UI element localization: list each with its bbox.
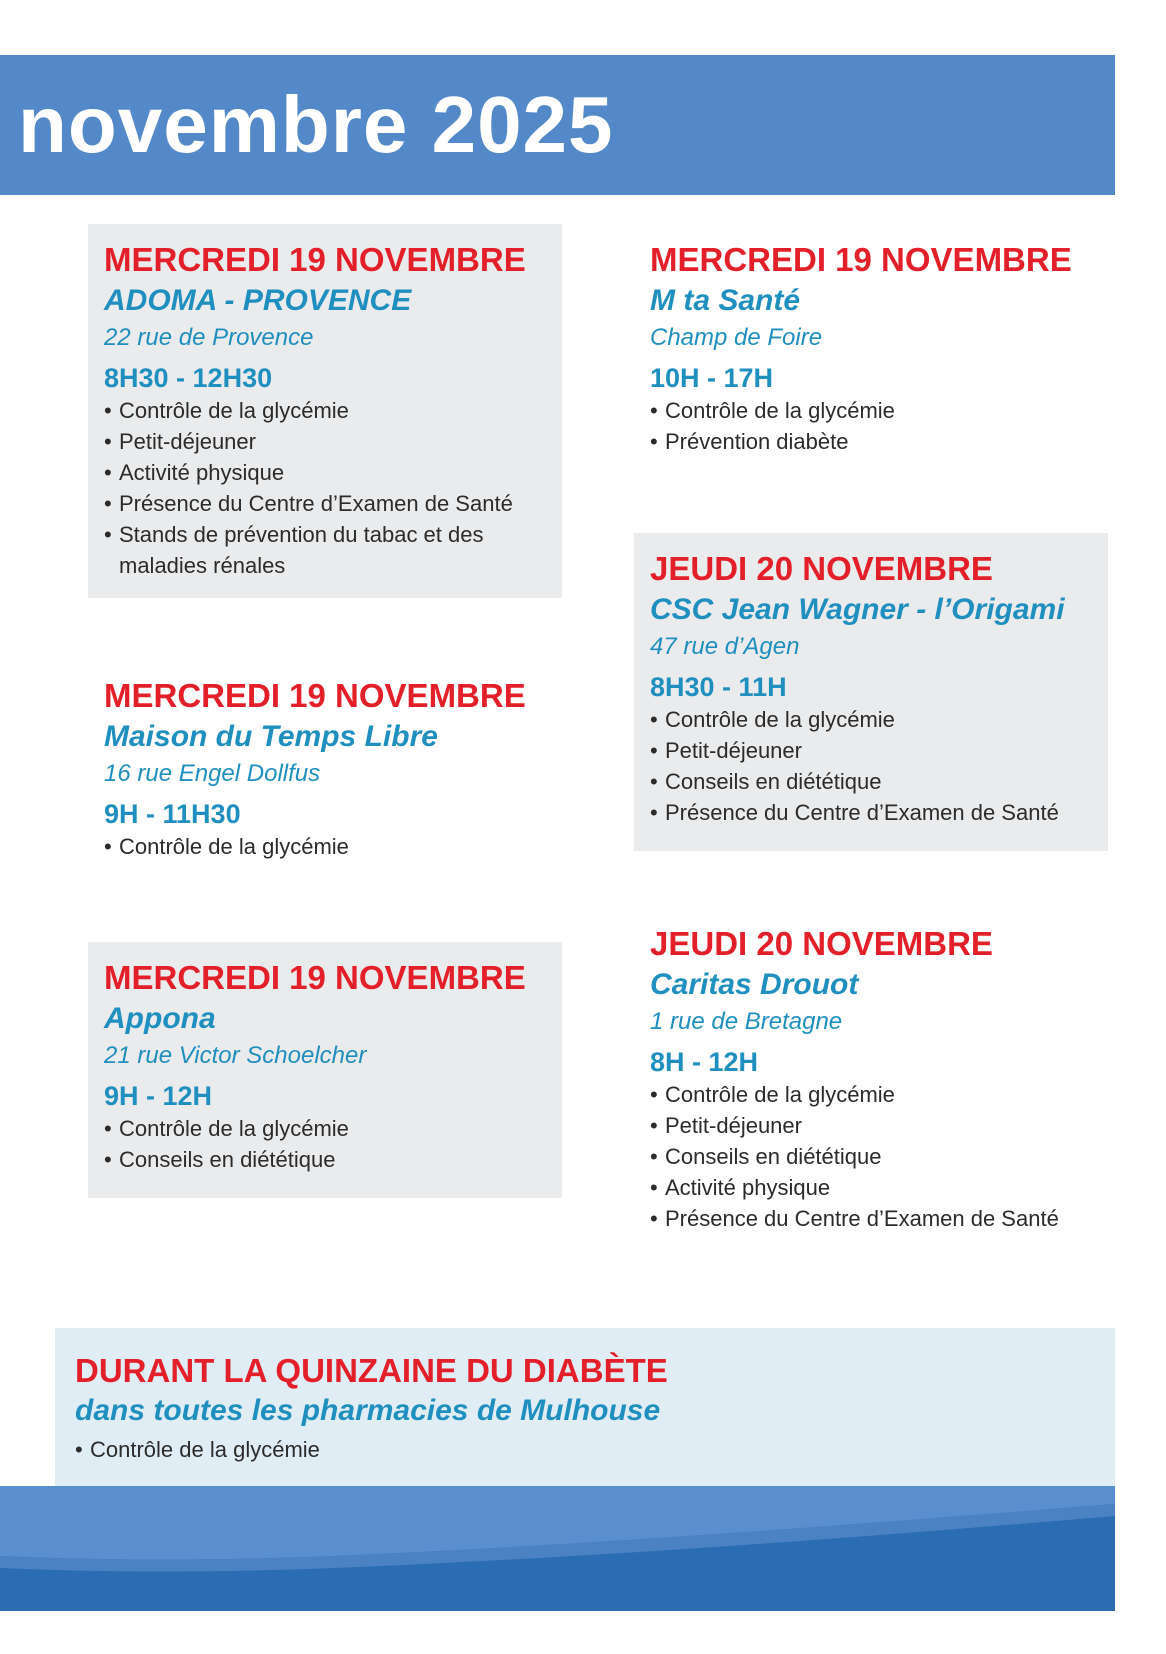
list-item: • Conseils en diététique	[650, 1141, 1108, 1172]
event-address: 47 rue d’Agen	[650, 633, 800, 660]
event-address: 22 rue de Provence	[104, 324, 314, 351]
list-item: • Prévention diabète	[650, 426, 1104, 457]
event-day: MERCREDI 19 NOVEMBRE	[104, 241, 526, 278]
event-card	[88, 660, 562, 900]
list-item: • Contrôle de la glycémie	[650, 395, 1104, 426]
event-day: MERCREDI 19 NOVEMBRE	[104, 677, 526, 714]
footer-wave	[0, 1486, 1115, 1611]
event-venue: Appona	[104, 1002, 216, 1035]
list-item: • Présence du Centre d’Examen de Santé	[650, 797, 1108, 828]
event-card	[634, 533, 1108, 851]
event-address: 1 rue de Bretagne	[650, 1008, 843, 1035]
event-day: MERCREDI 19 NOVEMBRE	[104, 959, 526, 996]
event-activity-list	[104, 1113, 562, 1175]
list-item: • Contrôle de la glycémie	[104, 831, 562, 862]
list-item: • Petit-déjeuner	[650, 735, 1108, 766]
quinzaine-banner	[55, 1328, 1115, 1486]
event-activity-list	[104, 395, 534, 581]
event-activity-list	[650, 1079, 1108, 1234]
event-hours: 8H - 12H	[650, 1047, 759, 1077]
page-title: novembre 2025	[18, 80, 614, 169]
event-address: Champ de Foire	[650, 324, 823, 351]
list-item: • Stands de prévention du tabac et des maladies rénales	[104, 519, 534, 581]
list-item: • Contrôle de la glycémie	[104, 1113, 562, 1144]
event-venue: ADOMA - PROVENCE	[104, 284, 412, 317]
event-hours: 8H30 - 11H	[650, 672, 787, 702]
event-hours: 9H - 11H30	[104, 799, 241, 829]
list-item: • Contrôle de la glycémie	[650, 704, 1108, 735]
event-card	[634, 908, 1108, 1238]
quinzaine-activity-list	[75, 1434, 320, 1465]
event-venue: Maison du Temps Libre	[104, 720, 438, 753]
list-item: • Conseils en diététique	[650, 766, 1108, 797]
event-venue: M ta Santé	[650, 284, 801, 317]
list-item: • Présence du Centre d’Examen de Santé	[104, 488, 534, 519]
event-address: 16 rue Engel Dollfus	[104, 760, 321, 787]
event-activity-list	[650, 395, 1104, 457]
event-day: JEUDI 20 NOVEMBRE	[650, 550, 993, 587]
list-item: • Petit-déjeuner	[650, 1110, 1108, 1141]
event-hours: 10H - 17H	[650, 363, 774, 393]
list-item: • Contrôle de la glycémie	[650, 1079, 1108, 1110]
list-item: • Contrôle de la glycémie	[75, 1434, 320, 1465]
event-day: MERCREDI 19 NOVEMBRE	[650, 241, 1072, 278]
event-card	[88, 224, 562, 598]
event-activity-list	[650, 704, 1108, 828]
page-header	[0, 55, 1115, 195]
event-address: 21 rue Victor Schoelcher	[104, 1042, 367, 1069]
quinzaine-title: DURANT LA QUINZAINE DU DIABÈTE	[75, 1352, 668, 1389]
event-day: JEUDI 20 NOVEMBRE	[650, 925, 993, 962]
event-hours: 9H - 12H	[104, 1081, 213, 1111]
event-venue: Caritas Drouot	[650, 968, 859, 1001]
list-item: • Activité physique	[104, 457, 534, 488]
list-item: • Petit-déjeuner	[104, 426, 534, 457]
event-card	[634, 224, 1104, 464]
event-hours: 8H30 - 12H30	[104, 363, 273, 393]
list-item: • Activité physique	[650, 1172, 1108, 1203]
event-activity-list	[104, 831, 562, 862]
event-venue: CSC Jean Wagner - l’Origami	[650, 593, 1065, 626]
list-item: • Contrôle de la glycémie	[104, 395, 534, 426]
list-item: • Conseils en diététique	[104, 1144, 562, 1175]
list-item: • Présence du Centre d’Examen de Santé	[650, 1203, 1108, 1234]
quinzaine-subtitle: dans toutes les pharmacies de Mulhouse	[75, 1394, 661, 1427]
event-card	[88, 942, 562, 1198]
